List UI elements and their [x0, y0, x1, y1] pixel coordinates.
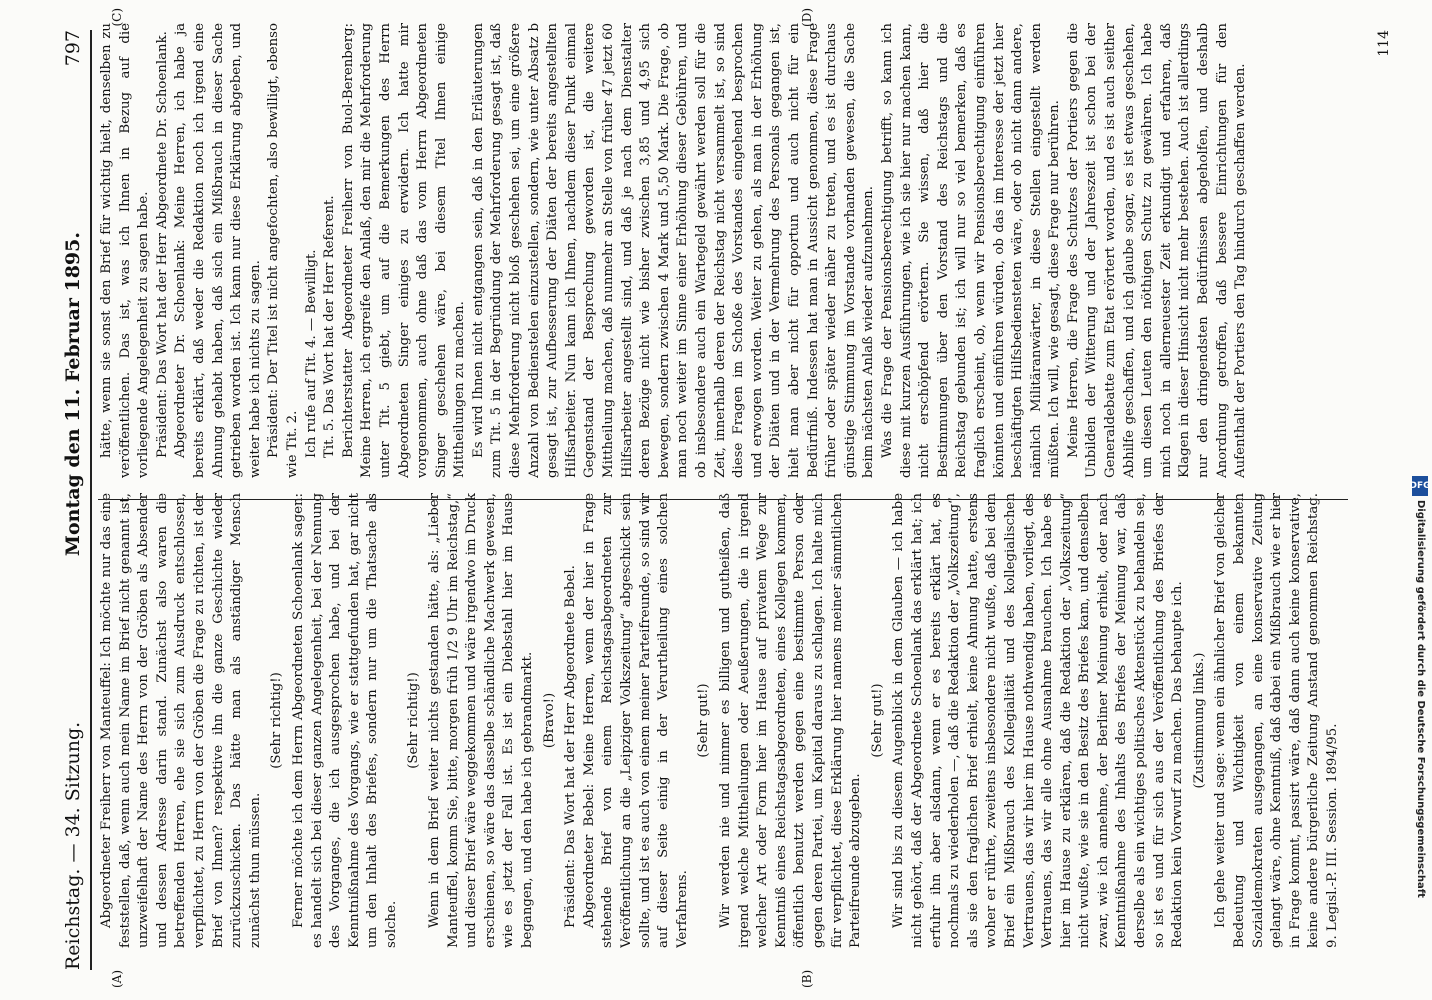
page-number: 797 [62, 30, 84, 67]
interjection: (Bravo!) [541, 692, 557, 749]
column-divider [98, 499, 1348, 500]
header-date: Montag den 11. Februar 1895. [62, 232, 84, 557]
paragraph: Berichterstatter Abgeordneter Freiherr von Buol-Berenberg: Meine Herren, ich ergreife den Anlaß, den mir die Mehrforderung unter Tit. 5 giebt, um auf die Bemerkungen des Herrn Abgeordneten Singer einiges zu erwidern. Ich hatte mir vorgenommen, auch ohne daß das vom Herrn Abgeordneten Singer geschehen wäre, bei diesem Titel Ihnen einige Mittheilungen zu machen. [340, 23, 468, 478]
paragraph: Abgeordneter Dr. Schoenlank: Meine Herren, ich habe ja bereits erklärt, daß weder die Redaktion noch ich irgend eine Ahnung gehabt haben, daß sich ein Mißbrauch in dieser Sache getrieben worden ist. Ich kann nur diese Erklärung abgeben, und weiter habe ich nichts zu sagen. [173, 23, 263, 478]
paragraph: Meine Herren, die Frage des Schutzes der Portiers gegen die Unbilden der Witterung und der Jahreszeit ist schon bei der Generaldebatte zum Etat erörtert worden, und es ist auch seither Abhilfe geschaffen, und ich glaube sogar, es ist etwas geschehen, um diesen Leuten den nöthigen Schutz zu gewähren. Ich habe mich noch in allerneuester Zeit erkundigt und erfahren, daß Klagen in dieser Hinsicht nicht mehr bestehen. Auch ist allerdings nur den dringendsten Bedürfnissen abgeholfen, und deshalb Anordnung getroffen, daß bessere Einrichtungen für den Aufenthalt der Portiers den Tag hindurch geschaffen werden. [1065, 23, 1249, 478]
paragraph: Präsident: Der Titel ist nicht angefochten, also bewilligt, ebenso wie Tit. 2. [266, 23, 300, 478]
paragraph: Ferner möchte ich dem Herrn Abgeordneten Schoenlank sagen: es handelt sich bei dieser ganzen Angelegenheit, bei der Nennung des Vorganges, die ich ausgesprochen habe, und bei der Kenntnißnahme des Vorgangs, wie er stattgefunden hat, gar nicht um den Inhalt des Briefes, sondern nur um die Thatsache als solche. [290, 493, 399, 948]
paragraph: Wir werden nie und nimmer es billigen und gutheißen, daß irgend welche Mittheilungen oder Aeußerungen, die in irgend welcher Art oder Form hier im Hause auf privatem Wege zur Kenntniß eines Reichstagsabgeordneten, eines Kollegen kommen, öffentlich benutzt werden gegen eine bestimmte Person oder gegen deren Partei, um Kapital daraus zu schlagen. Ich halte mich für verpflichtet, diese Erklärung hier namens meiner sämmtlichen Parteifreunde abzugeben. [718, 493, 864, 948]
sheet-signature: 114 [1376, 30, 1392, 57]
paragraph: Ich rufe auf Tit. 4. — Bewilligt. [303, 249, 319, 458]
paragraph: Abgeordneter Bebel: Meine Herren, wenn der hier in Frage stehende Brief von einem Reichstagsabgeordneten zur Veröffentlichung an die „Leipziger Volkszeitung“ abgeschickt sein sollte, und ist es auch von einem meiner Parteifreunde, so sind wir auf dieser Seite einig in der Verurtheilung eines solchen Verfahrens. [581, 493, 690, 948]
interjection: (Sehr gut!) [696, 683, 712, 758]
interjection: (Sehr richtig!) [269, 672, 285, 769]
dfg-watermark [1409, 481, 1431, 930]
margin-marker-c: (C) [110, 8, 124, 27]
paragraph: Tit. 5. Das Wort hat der Herr Referent. [322, 195, 338, 458]
paragraph: Es wird Ihnen nicht entgangen sein, daß in den Erläuterungen zum Tit. 5 in der Begründung der Mehrforderung gesagt ist, daß diese Mehrforderung nicht bloß geschehen sei, um eine größere Anzahl von Bedienstelen einzustellen, sondern, wie unter Absatz b gesagt ist, zur Aufbesserung der Diäten der bereits angestellten Hilfsarbeiter. Nun kann ich Ihnen, nachdem dieser Punkt einmal Gegenstand der Besprechung geworden ist, die weitere Mittheilung machen, daß nunmehr an Stelle von früher 47 jetzt 60 Hilfsarbeiter angestellt sind, und daß je nach dem Dienstalter deren Bezüge nicht wie bisher zwischen 3,85 und 4,95 sich bewegen, sondern zwischen 4 Mark und 5,50 Mark. Die Frage, ob man noch weiter im Sinne einer Erhöhung dieser Gebühren, und ob insbesondere auch ein Wartegeld gewährt werden soll für die Zeit, innerhalb deren der Reichstag nicht versammelt ist, so sind diese Fragen im Schoße des Vorstandes eingehend besprochen und erwogen worden. Weiter zu gehen, als man in der Erhöhung der Diäten und in der Vermehrung des Personals gegangen ist, hielt man aber nicht für opportun und auch nicht für ein Bedürfniß. Indessen hat man in Aussicht genommen, diese Frage früher oder später wieder näher zu treten, und es ist durchaus günstige Stimmung im Vorstande vorhanden gewesen, die Sache beim nächsten Anlaß wieder aufzunehmen. [470, 23, 877, 478]
paragraph: Präsident: Das Wort hat der Herr Abgeordnete Bebel. [563, 565, 579, 928]
dfg-text: Digitalisierung gefördert durch die Deutsche Forschungsgemeinschaft [1415, 500, 1426, 898]
page-header [40, 30, 92, 970]
margin-marker-b: (B) [800, 969, 814, 988]
interjection: (Sehr gut!) [869, 683, 885, 758]
dfg-logo: DFG [1412, 476, 1428, 496]
interjection: (Sehr richtig!) [405, 672, 421, 769]
paragraph: Präsident: Das Wort hat der Herr Abgeordnete Dr. Schoenlank. [154, 31, 170, 458]
paragraph: Was die Frage der Pensionsberechtigung betrifft, so kann ich diese mit kurzen Ausführungen, wie ich sie hier nur machen kann, nicht erschöpfend erörtern. Sie wissen, daß hier die Bestimmungen über den Vorstand des Reichstags und die Reichstag gebunden ist; ich will nur so viel bemerken, daß es fraglich erscheint, ob, wenn wir Pensionsberechtigung einführen könnten und einführen würden, ob das im Interesse der jetzt hier beschäftigten Hilfsbediensteten wäre, oder ob nicht dann andere, nämlich Militäranwärter, in diese Stellen eingestellt werden müßten. Ich will, wie gesagt, diese Frage nur berühren. [879, 23, 1063, 478]
margin-marker-d: (D) [800, 8, 814, 27]
interjection: (Zustimmung links.) [1191, 652, 1207, 789]
header-session: Reichstag. — 34. Sitzung. [62, 721, 84, 970]
paragraph: Abgeordneter Freiherr von Manteuffel: Ich möchte nur das eine feststellen, daß, wenn auch mein Name im Brief nicht genannt ist, unzweifelhaft der Name des Herrn von der Gröben als Absender und dessen Adresse darin stand. Zunächst also waren die betreffenden Herren, ehe sie sich zum Ausdruck entschlossen, verpflichtet, zu Herrn von der Gröben die Frage zu richten, ist der Brief von Ihnen? respektive ihn die ganze Geschichte wieder zurückzuschicken. Das hätte man als anständiger Mensch zunächst thun müssen. [99, 493, 263, 948]
left-column [98, 493, 1352, 948]
margin-marker-a: (A) [110, 969, 124, 988]
paragraph: hätte, wenn sie sonst den Brief für wichtig hielt, denselben zu veröffentlichen. Das ist, was ich Ihnen in Bezug auf die vorliegende Angelegenheit zu sagen habe. [99, 23, 152, 478]
paragraph: Ich gehe weiter und sage: wenn ein ähnlicher Brief von gleicher Bedeutung und Wichtigkeit von einem bekannten Sozialdemokraten ausgegangen, an eine konservative Zeitung gelangt wäre, ohne Kenntniß, daß dabei ein Mißbrauch wie er hier in Frage kommt, passirt wäre, daß dann auch keine konservative, keine andere bürgerliche Zeitung Anstand genommen Reichstag. 9. Legisl.-P. III. Session. 1894/95. [1213, 493, 1340, 948]
paragraph: Wenn in dem Brief weiter nichts gestanden hätte, als: „Lieber Manteuffel, komm Sie, bitte, morgen früh 1/2 9 Uhr im Reichstag,“ und dieser Brief wäre weggekommen und wäre irgendwo im Druck erschienen, so wäre das dasselbe schändliche Machwerk gewesen, wie es jetzt der Fall ist. Es ist ein Diebstahl hier im Hause begangen, und den habe ich gebrandmarkt. [427, 493, 536, 948]
paragraph: Wir sind bis zu diesem Augenblick in dem Glauben — ich habe nicht gehört, daß der Abgeordnete Schoenlank das erklärt hat; ich erfuhr ihn aber alsdann, wenn er es bereits erklärt hat, es nochmals zu wiederholen —, daß die Redaktion der „Volkszeitung“, als sie den fraglichen Brief erhielt, keine Ahnung hatte, erstens woher er rührte, zweitens insbesondere nicht wußte, daß bei dem Brief ein Mißbrauch des Kollegialität und des kollegialischen Vertrauens, das wir hier im Hause nothwendig haben, vorliegt, des Vertrauens, das wir alle ohne Ausnahme brauchen. Ich habe es hier im Hause zu erklären, daß die Redaktion der „Volkszeitung“ nicht wußte, wie sie in den Besitz des Briefes kam, und denselben zwar, wie ich annehme, der Berliner Meinung erhielt, oder nach Kenntnißnahme des Inhalts des Briefes der Meinung war, daß derselbe als ein wichtiges politisches Aktenstück zu behandeln sei, so ist es und für sich aus der Veröffentlichung des Briefes der Redaktion kein Vorwurf zu machen. Das behaupte ich. [891, 493, 1186, 948]
right-column [98, 23, 1352, 478]
